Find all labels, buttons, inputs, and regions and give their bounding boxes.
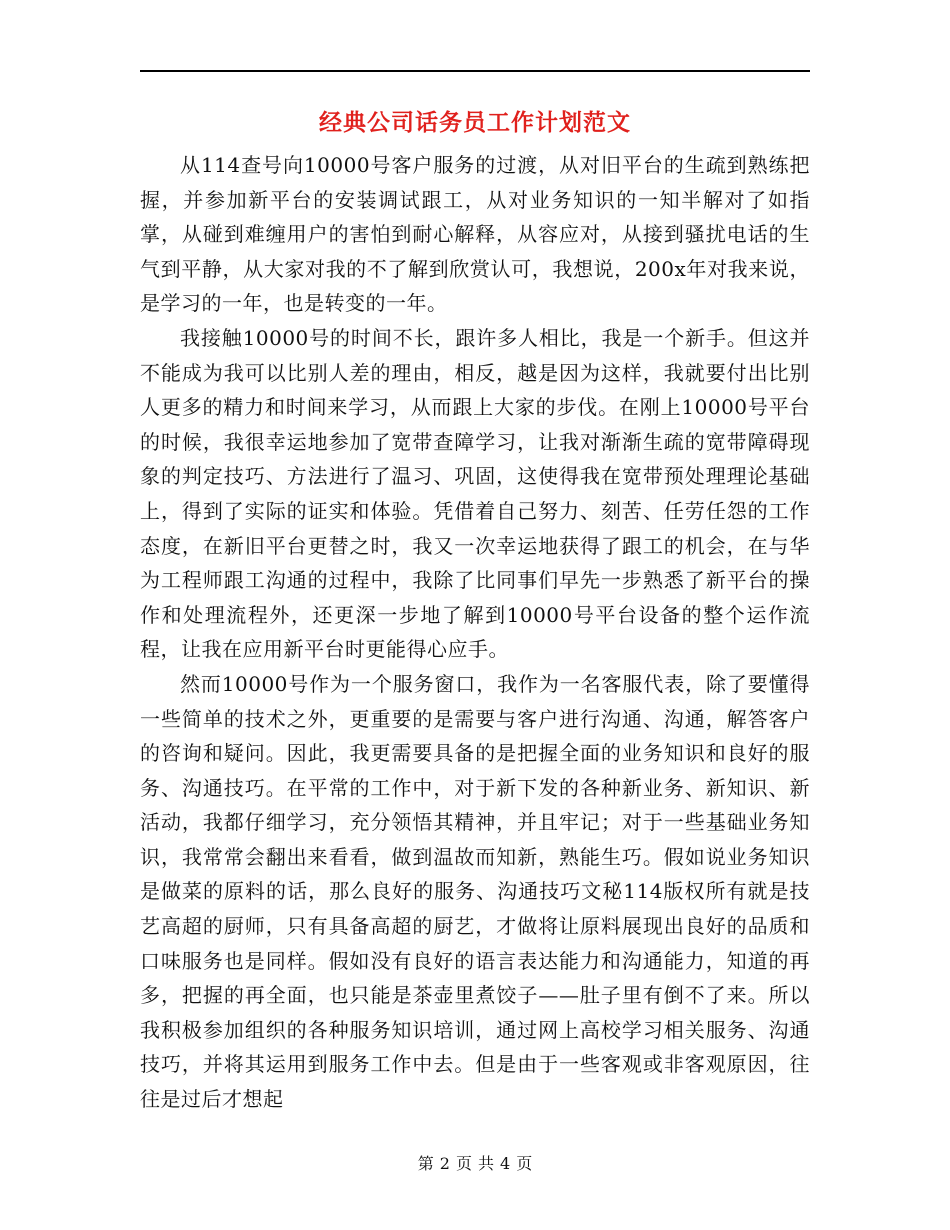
footer-current-page: 2 — [439, 1154, 450, 1173]
paragraph-1: 从114查号向10000号客户服务的过渡，从对旧平台的生疏到熟练把握，并参加新平台的安装调试跟工，从对业务知识的一知半解对了如指掌，从碰到难缠用户的害怕到耐心解释，从容应对，从接到骚扰电话的生气到平静，从大家对我的不了解到欣赏认可，我想说，200x年对我来说，是学习的一年，也是转变的一年。 — [140, 153, 810, 316]
footer-page-word: 页 — [455, 1154, 472, 1173]
paragraph-3: 然而10000号作为一个服务窗口，我作为一名客服代表，除了要懂得一些简单的技术之外，更重要的是需要与客户进行沟通、沟通，解答客户的咨询和疑问。因此，我更需要具备的是把握全面的业务知识和良好的服务、沟通技巧。在平常的工作中，对于新下发的各种新业务、新知识、新活动，我都仔细学习，充分领悟其精神，并且牢记；对于一些基础业务知识，我常常会翻出来看看，做到温故而知新，熟能生巧。假如说业务知识是做菜的原料的话，那么良好的服务、沟通技巧文秘114版权所有就是技艺高超的厨师，只有具备高超的厨艺，才做将让原料展现出良好的品质和口味服务也是同样。假如没有良好的语言表达能力和沟通能力，知道的再多，把握的再全面，也只能是茶壶里煮饺子——肚子里有倒不了来。所以我积极参加组织的各种服务知识培训，通过网上高校学习相关服务、沟通技巧，并将其运用到服务工作中去。但是由于一些客观或非客观原因，往往是过后才想起 — [140, 671, 810, 1112]
footer-prefix: 第 — [417, 1154, 434, 1173]
footer-suffix: 页 — [516, 1154, 533, 1173]
footer-total-pages: 4 — [500, 1154, 511, 1173]
page-footer — [0, 1153, 950, 1175]
document-body — [140, 148, 810, 1117]
paragraph-2: 我接触10000号的时间不长，跟许多人相比，我是一个新手。但这并不能成为我可以比别人差的理由，相反，越是因为这样，我就要付出比别人更多的精力和时间来学习，从而跟上大家的步伐。在刚上10000号平台的时候，我很幸运地参加了宽带查障学习，让我对渐渐生疏的宽带障碍现象的判定技巧、方法进行了温习、巩固，这使得我在宽带预处理理论基础上，得到了实际的证实和体验。凭借着自己努力、刻苦、任劳任怨的工作态度，在新旧平台更替之时，我又一次幸运地获得了跟工的机会，在与华为工程师跟工沟通的过程中，我除了比同事们早先一步熟悉了新平台的操作和处理流程外，还更深一步地了解到10000号平台设备的整个运作流程，让我在应用新平台时更能得心应手。 — [140, 325, 810, 662]
footer-total-word: 共 — [478, 1154, 495, 1173]
document-title: 经典公司话务员工作计划范文 — [319, 109, 631, 136]
header-rule — [140, 70, 810, 72]
